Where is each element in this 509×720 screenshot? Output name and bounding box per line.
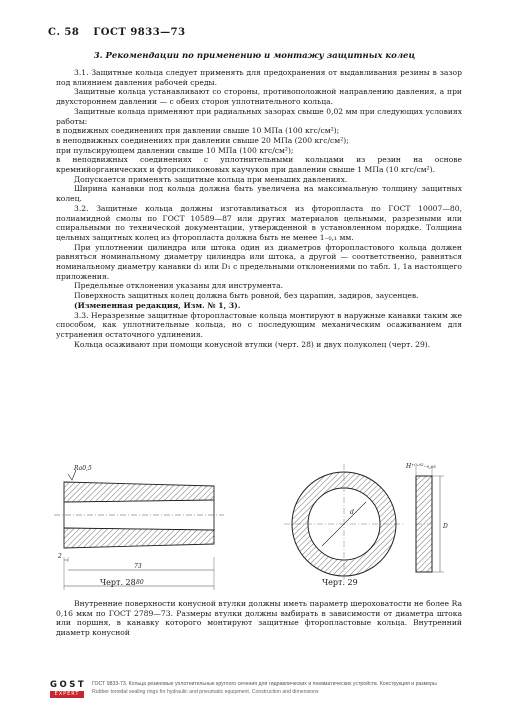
paragraph: Предельные отклонения указаны для инструмента. [74, 281, 284, 291]
footer-title-ru: ГОСТ 9833-73. Кольца резиновые уплотнительные круглого сечения для гидравлических и пневматических устройств. Конструкция и размеры [92, 681, 437, 687]
standard-number: ГОСТ 9833—73 [93, 27, 186, 38]
paragraph: 3.1. Защитные кольца следует применять для предохранения от выдавливания резины в зазор под влиянием давления рабочей среды. [56, 68, 462, 87]
page-header [48, 27, 196, 38]
paragraph: Допускается применять защитные кольца при меньших давлениях. [74, 174, 348, 184]
fig28-roughness-label: Ra0,5 [74, 465, 92, 472]
amendment-note: (Измененная редакция, Изм. № 1, 3). [74, 300, 241, 310]
body-text [56, 68, 462, 349]
paragraph: Ширина канавки под кольца должна быть увеличена на максимальную толщину защитных колец. [56, 184, 462, 204]
paragraph: 3.3. Неразрезные защитные фторопластовые кольца монтируют в наружные канавки таким же способом, как уплотнительные кольца, но с последующим механическим осаживанием для устранения остаточного удлинения. [56, 310, 462, 339]
list-item: при пульсирующем давлении свыше 10 МПа (100 кгс/см²); [56, 145, 294, 155]
paragraph: Внутренние поверхности конусной втулки должны иметь параметр шероховатости не более Ra 0,16 мкм по ГОСТ 2789—73. Размеры втулки должны выбирать в зависимости от диаметра штока или поршня, в канавку которого монтируют защитные фторопластовые кольца. Внутренний диаметр конусной [56, 599, 462, 638]
section-title: 3. Рекомендации по применению и монтажу защитных колец [93, 51, 416, 61]
fig29-caption: Черт. 29 [322, 578, 358, 587]
list-item: в неподвижных соединениях при давлении свыше 20 МПа (200 кгс/см²); [56, 135, 349, 145]
paragraph: Кольца осаживают при помощи конусной втулки (черт. 28) и двух полуколец (черт. 29). [74, 339, 431, 349]
fig29-d-label: d [350, 509, 354, 516]
footer-banner[interactable] [50, 680, 460, 702]
paragraph: Защитные кольца применяют при радиальных зазорах свыше 0,02 мм при следующих условиях работы: [56, 106, 462, 126]
paragraph: Поверхность защитных колец должна быть ровной, без царапин, задиров, заусенцев. [74, 291, 419, 301]
fig28-dim-mid: 73 [134, 563, 142, 570]
fig29-half-ring [284, 463, 448, 584]
list-item: в неподвижных соединениях с уплотнительными кольцами из резин на основе кремнийорганических и фторсиликоновых каучуков при давлении свыше 1 МПа (10 кгс/см²). [56, 155, 462, 175]
paragraph: При уплотнении цилиндра или штока один из диаметров фторопластового кольца должен равняться номинальному диаметру цилиндра или штока, а другой — соответственно, равняться номинальному диаметру канавки d₃ или D₁ с предельными отклонениями по табл. 1, 1а настоящего приложения. [56, 242, 462, 281]
list-item: в подвижных соединениях при давлении свыше 10 МПа (100 кгс/см²); [56, 126, 340, 136]
page-number: С. 58 [48, 27, 80, 38]
fig29-D-label: D [443, 523, 448, 530]
body-text-continued [56, 599, 462, 638]
fig28-dim-small: 2 [58, 553, 62, 560]
fig28-dim-long: 80 [136, 579, 144, 586]
gost-expert-logo-badge[interactable]: EXPERT [50, 691, 84, 698]
paragraph: Защитные кольца устанавливают со стороны, противоположной направлению давления, а при двухстороннем давлении — с обеих сторон уплотнительного кольца. [56, 87, 462, 107]
footer-title-en: Rubber toroidal sealing rings for hydraulic and pneumatic equipment. Construction and dimensions [92, 689, 319, 695]
fig28-caption: Черт. 28 [100, 578, 136, 587]
paragraph: 3.2. Защитные кольца должны изготавливаться из фторопласта по ГОСТ 10007—80, полиамидной смолы по ГОСТ 10589—87 или других материалов цельными, разрезными или спиральными по технической документации, утвержденной в установленном порядке. Толщина цельных защитных колец из фторопласта должна быть не менее 1₋₀,₁ мм. [56, 203, 462, 242]
fig28-conical-sleeve [54, 465, 224, 590]
fig29-tolerance: H⁺⁰·⁰²₋₀,₀₃ [406, 463, 436, 470]
gost-expert-logo[interactable]: GOST [50, 680, 87, 690]
